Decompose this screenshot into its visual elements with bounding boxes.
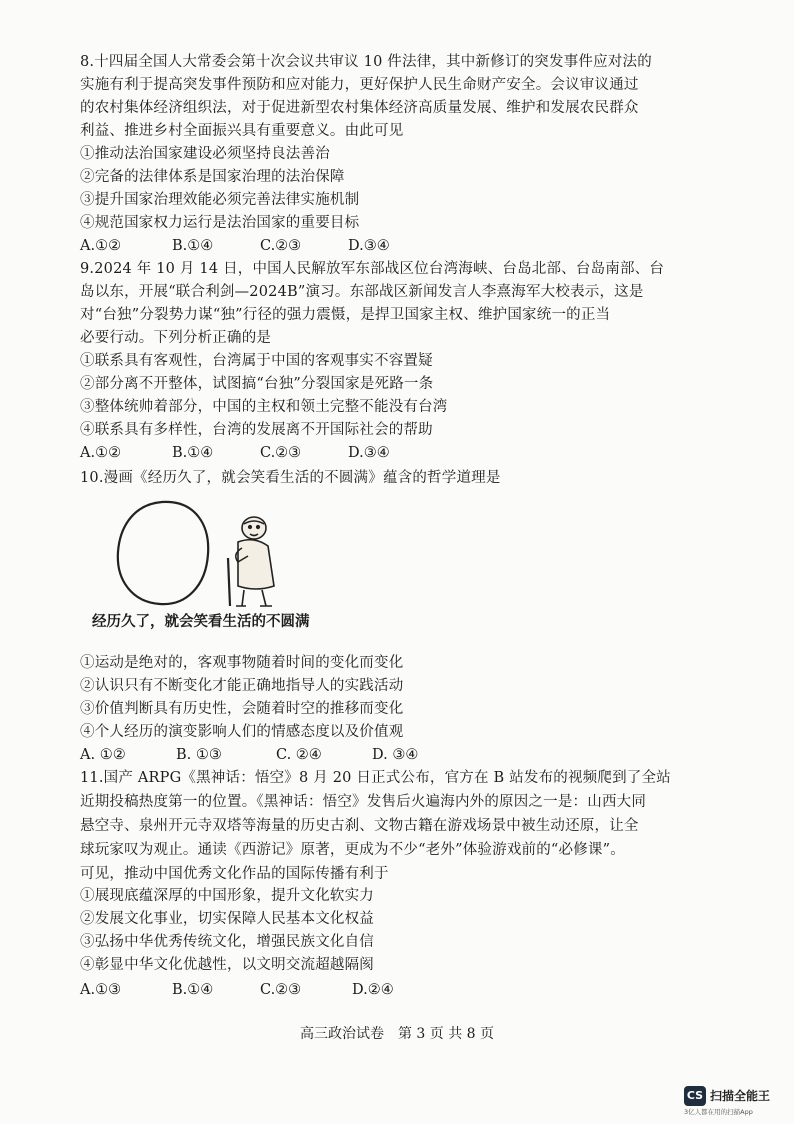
- option-a: A.①②: [80, 238, 122, 254]
- q11-item: ②发展文化事业，切实保障人民基本文化权益: [80, 911, 374, 927]
- q9-stem-line: 岛以东，开展“联合利剑—2024B”演习。东部战区新闻发言人李熹海军大校表示，这是: [80, 284, 644, 300]
- q8-item: ②完备的法律体系是国家治理的法治保障: [80, 169, 345, 185]
- option-a: A. ①②: [80, 747, 126, 763]
- q8-stem-line: 8.十四届全国人大常委会第十次会议共审议 10 件法律，其中新修订的突发事件应对法的: [80, 54, 652, 70]
- q9-stem-line: 9.2024 年 10 月 14 日，中国人民解放军东部战区位台湾海峡、台岛北部、台岛南部、台: [80, 261, 665, 277]
- q10-item: ③价值判断具有历史性，会随着时空的推移而变化: [80, 701, 404, 717]
- q10-stem-line: 10.漫画《经历久了，就会笑看生活的不圆满》蕴含的哲学道理是: [80, 470, 501, 486]
- cartoon-caption: 经历久了，就会笑看生活的不圆满: [92, 613, 310, 630]
- watermark-app-name: 扫描全能王: [710, 1089, 771, 1103]
- q11-item: ①展现底蕴深厚的中国形象，提升文化软实力: [80, 888, 374, 904]
- q10-item: ①运动是绝对的，客观事物随着时间的变化而变化: [80, 655, 404, 671]
- q9-item: ①联系具有客观性，台湾属于中国的客观事实不容置疑: [80, 353, 433, 369]
- page-footer: 高三政治试卷 第 3 页 共 8 页: [299, 1026, 495, 1042]
- option-c: C.②③: [260, 445, 302, 461]
- option-d: D. ③④: [372, 747, 419, 763]
- q8-stem-line: 实施有利于提高突发事件预防和应对能力，更好保护人民生命财产安全。会议审议通过: [80, 77, 639, 93]
- cartoon-illustration: [110, 498, 290, 610]
- imperfect-circle: [118, 502, 208, 604]
- option-a: A.①②: [80, 445, 122, 461]
- q11-stem-line: 11.国产 ARPG《黑神话：悟空》8 月 20 日正式公布，官方在 B 站发布的视频爬到了全站: [80, 770, 671, 786]
- option-a: A.①③: [80, 982, 122, 998]
- q8-stem-line: 的农村集体经济组织法，对于促进新型农村集体经济高质量发展、维护和发展农民群众: [80, 100, 639, 116]
- option-c: C.②③: [260, 982, 302, 998]
- q8-item: ①推动法治国家建设必须坚持良法善治: [80, 146, 330, 162]
- option-b: B.①④: [172, 445, 214, 461]
- q11-stem-line: 近期投稿热度第一的位置。《黑神话：悟空》发售后火遍海内外的原因之一是：山西大同: [80, 794, 647, 810]
- q8-item: ③提升国家治理效能必须完善法律实施机制: [80, 192, 360, 208]
- q11-stem-line: 悬空寺、泉州开元寺双塔等海量的历史古刹、文物古籍在游戏场景中被生动还原，让全: [80, 818, 639, 834]
- option-b: B.①④: [172, 238, 214, 254]
- q9-stem-line: 必要行动。下列分析正确的是: [80, 330, 272, 346]
- q11-item: ③弘扬中华优秀传统文化，增强民族文化自信: [80, 934, 374, 950]
- q8-stem-line: 利益、推进乡村全面振兴具有重要意义。由此可见: [80, 123, 404, 139]
- option-d: D.③④: [348, 238, 390, 254]
- old-man-figure: [228, 517, 274, 606]
- option-b: B. ①③: [176, 747, 222, 763]
- q11-item: ④彰显中华文化优越性，以文明交流超越隔阂: [80, 957, 374, 973]
- q9-item: ④联系具有多样性，台湾的发展离不开国际社会的帮助: [80, 422, 433, 438]
- q10-item: ②认识只有不断变化才能正确地指导人的实践活动: [80, 678, 404, 694]
- q8-item: ④规范国家权力运行是法治国家的重要目标: [80, 215, 360, 231]
- option-b: B.①④: [172, 982, 214, 998]
- q9-item: ②部分离不开整体，试图搞“台独”分裂国家是死路一条: [80, 376, 434, 392]
- option-d: D.②④: [352, 982, 394, 998]
- option-d: D.③④: [348, 445, 390, 461]
- scanner-watermark: [684, 1084, 790, 1118]
- option-c: C.②③: [260, 238, 302, 254]
- q9-item: ③整体统帅着部分，中国的主权和领土完整不能没有台湾: [80, 399, 448, 415]
- q10-item: ④个人经历的演变影响人们的情感态度以及价值观: [80, 724, 404, 740]
- watermark-tagline: 3亿人都在用的扫描App: [684, 1108, 753, 1116]
- q11-stem-line: 可见，推动中国优秀文化作品的国际传播有利于: [80, 866, 389, 882]
- camscanner-logo-icon: CS: [684, 1086, 706, 1106]
- option-c: C. ②④: [276, 747, 322, 763]
- q11-stem-line: 球玩家叹为观止。通读《西游记》原著，更成为不少“老外”体验游戏前的“必修课”。: [80, 842, 625, 858]
- q9-stem-line: 对“台独”分裂势力谋“独”行径的强力震慑，是捍卫国家主权、维护国家统一的正当: [80, 307, 611, 323]
